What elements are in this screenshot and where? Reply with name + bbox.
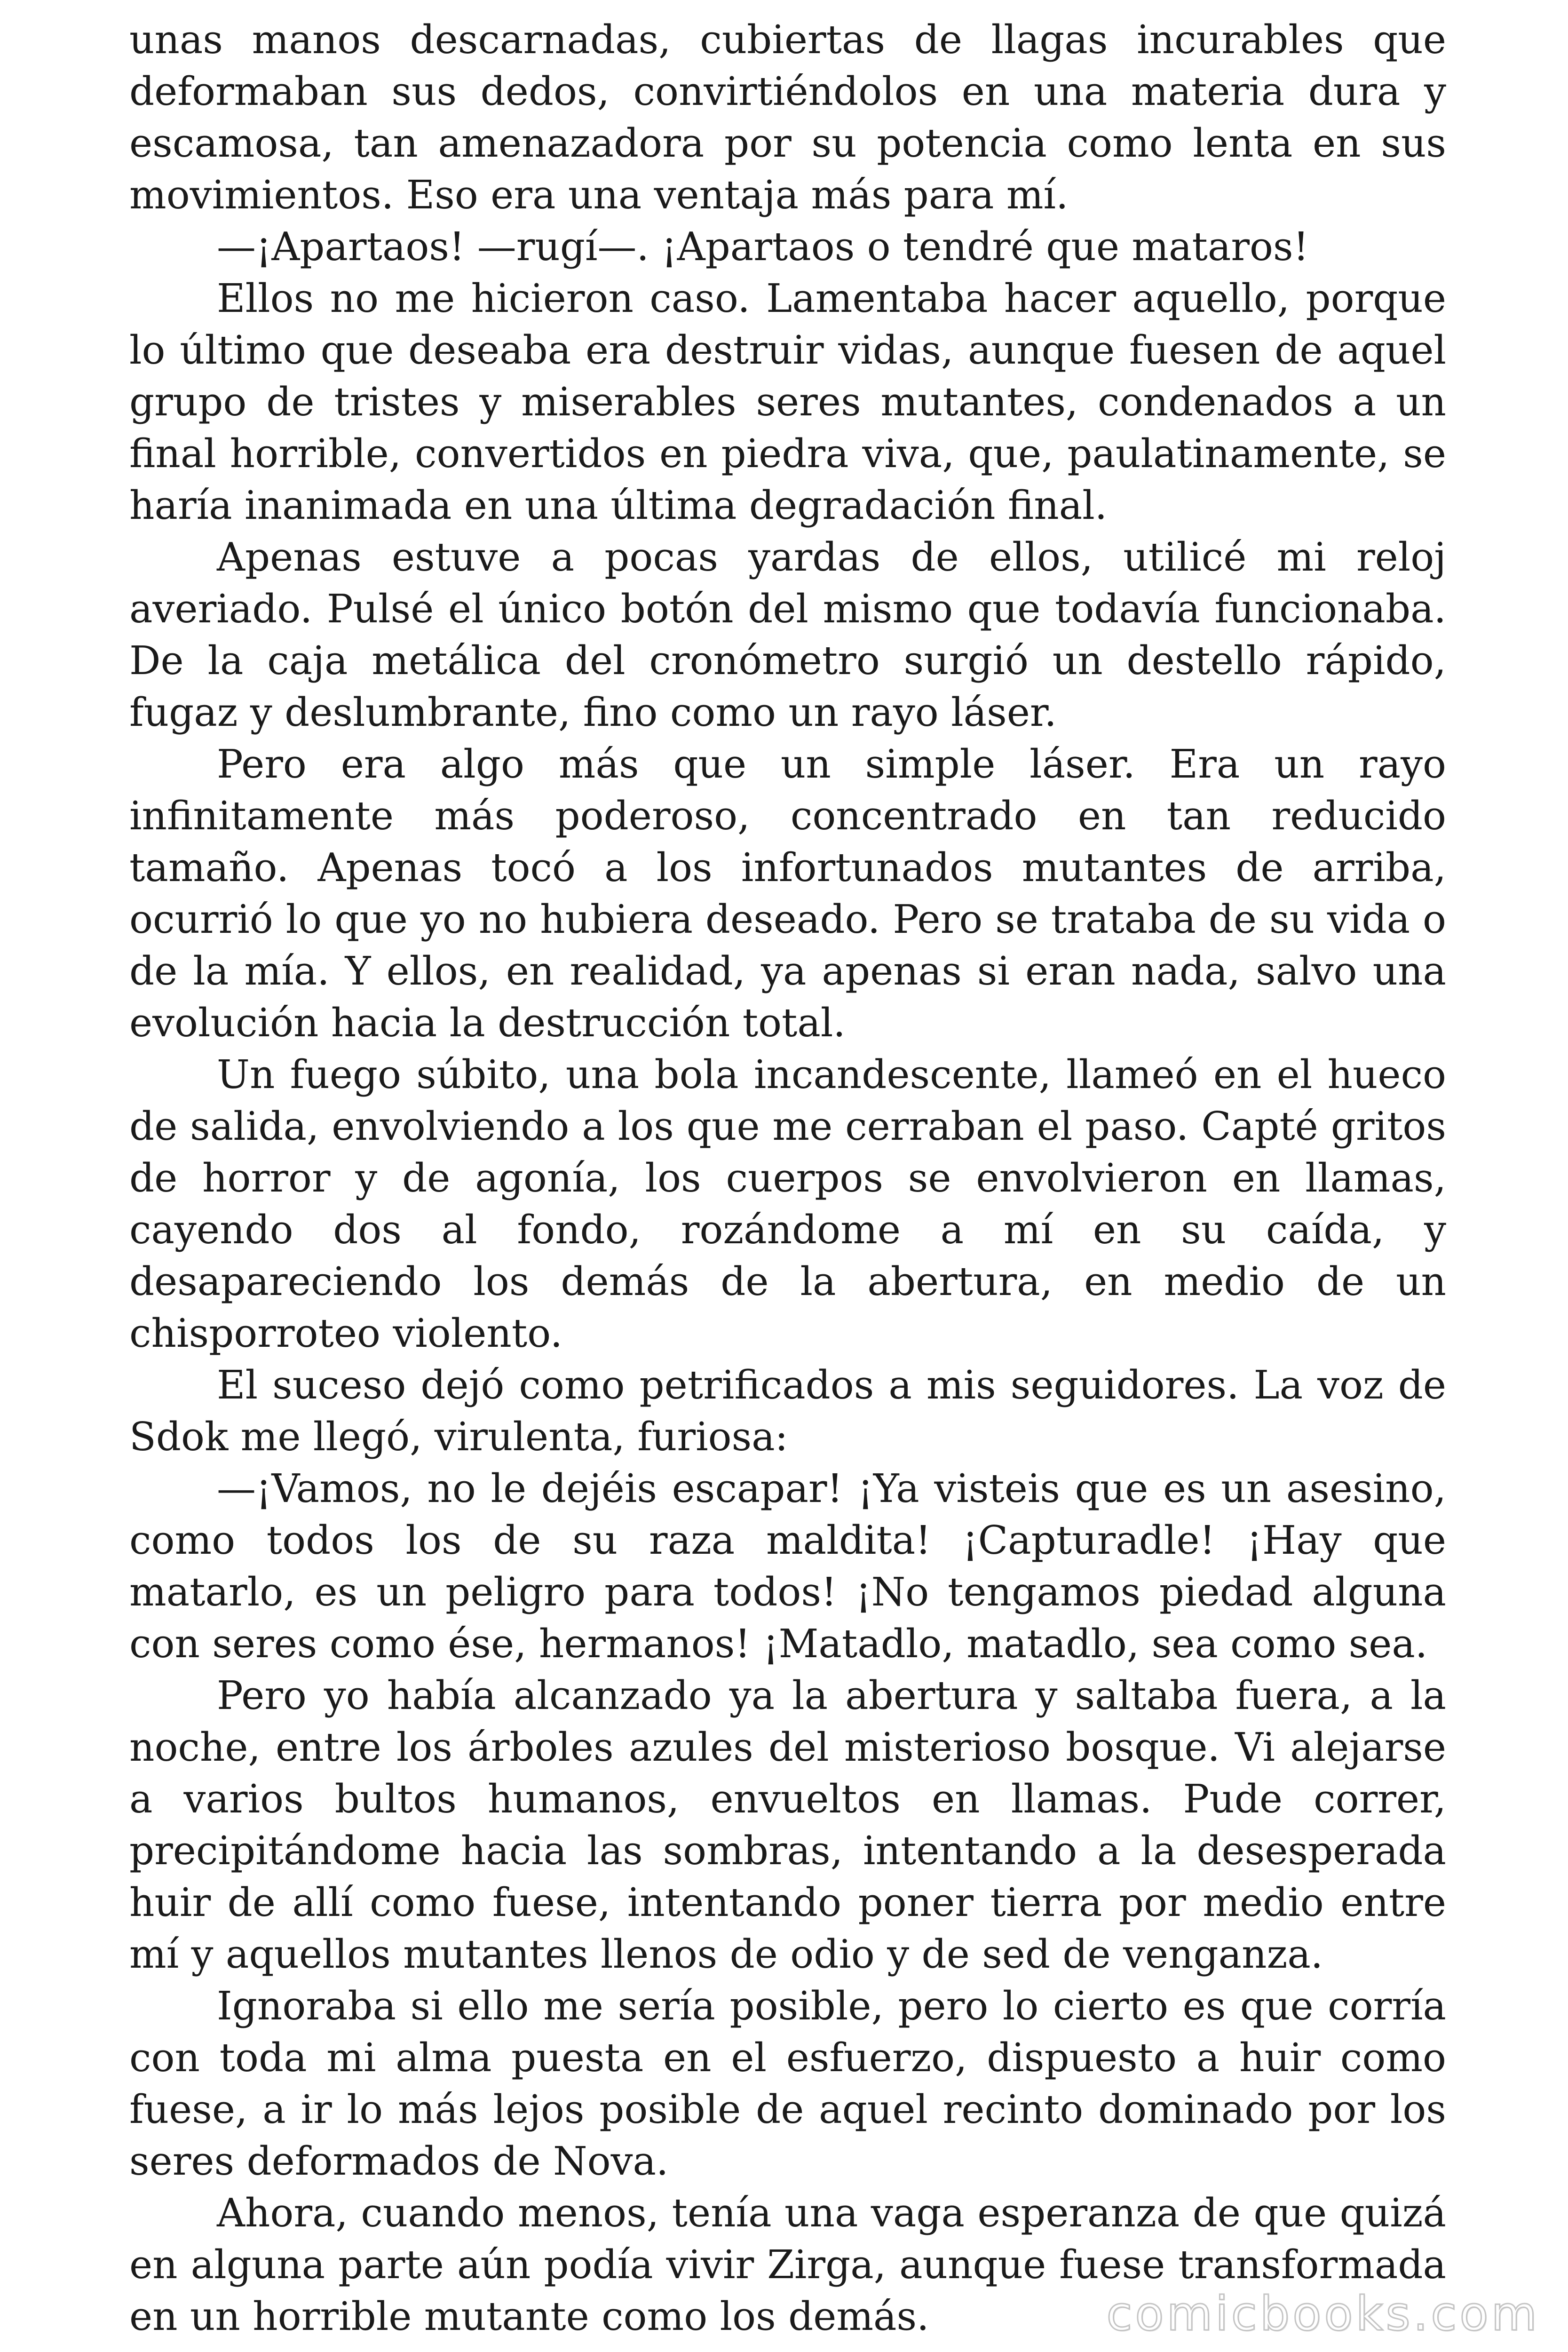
- paragraph: Ignoraba si ello me sería posible, pero lo cierto es que corría con toda mi alma puesta en el esfuerzo, dispuesto a huir como fuese, a ir lo más lejos posible de aquel recinto dominado por los seres deformados de Nova.: [129, 1983, 1446, 2184]
- paragraph: Pero yo había alcanzado ya la abertura y saltaba fuera, a la noche, entre los árboles azules del misterioso bosque. Vi alejarse a varios bultos humanos, envueltos en llamas. Pude correr, precipitándome hacia las sombras, intentando a la desesperada huir de allí como fuese, intentando poner tierra por medio entre mí y aquellos mutantes llenos de odio y de sed de venganza.: [129, 1673, 1446, 1977]
- paragraph: —¡Apartaos! —rugí—. ¡Apartaos o tendré que mataros!: [217, 224, 1309, 270]
- page-text: [129, 14, 1446, 2343]
- paragraph: Ellos no me hicieron caso. Lamentaba hacer aquello, porque lo último que deseaba era destruir vidas, aunque fuesen de aquel grupo de tristes y miserables seres mutantes, condenados a un final horrible, convertidos en piedra viva, que, paulatinamente, se haría inanimada en una última degradación final.: [129, 276, 1446, 528]
- paragraph: —¡Vamos, no le dejéis escapar! ¡Ya visteis que es un asesino, como todos los de su raza maldita! ¡Capturadle! ¡Hay que matarlo, es un peligro para todos! ¡No tengamos piedad alguna con seres como ése, hermanos! ¡Matadlo, matadlo, sea como sea.: [129, 1466, 1446, 1667]
- watermark: comicbooks.com: [1106, 2286, 1540, 2341]
- paragraph: Pero era algo más que un simple láser. Era un rayo infinitamente más poderoso, concentrado en tan reducido tamaño. Apenas tocó a los infortunados mutantes de arriba, ocurrió lo que yo no hubiera deseado. Pero se trataba de su vida o de la mía. Y ellos, en realidad, ya apenas si eran nada, salvo una evolución hacia la destrucción total.: [129, 741, 1446, 1046]
- paragraph: El suceso dejó como petrificados a mis seguidores. La voz de Sdok me llegó, virulenta, furiosa:: [129, 1362, 1446, 1460]
- paragraph: Un fuego súbito, una bola incandescente, llameó en el hueco de salida, envolviendo a los que me cerraban el paso. Capté gritos de horror y de agonía, los cuerpos se envolvieron en llamas, cayendo dos al fondo, rozándome a mí en su caída, y desapareciendo los demás de la abertura, en medio de un chisporroteo violento.: [129, 1052, 1446, 1356]
- paragraph: unas manos descarnadas, cubiertas de llagas incurables que deformaban sus dedos, convirtiéndolos en una materia dura y escamosa, tan amenazadora por su potencia como lenta en sus movimientos. Eso era una ventaja más para mí.: [129, 17, 1446, 218]
- paragraph: Ahora, cuando menos, tenía una vaga esperanza de que quizá en alguna parte aún podía vivir Zirga, aunque fuese transformada en un horrible mutante como los demás.: [129, 2190, 1446, 2339]
- paragraph: Apenas estuve a pocas yardas de ellos, utilicé mi reloj averiado. Pulsé el único botón del mismo que todavía funcionaba. De la caja metálica del cronómetro surgió un destello rápido, fugaz y deslumbrante, fino como un rayo láser.: [129, 534, 1446, 735]
